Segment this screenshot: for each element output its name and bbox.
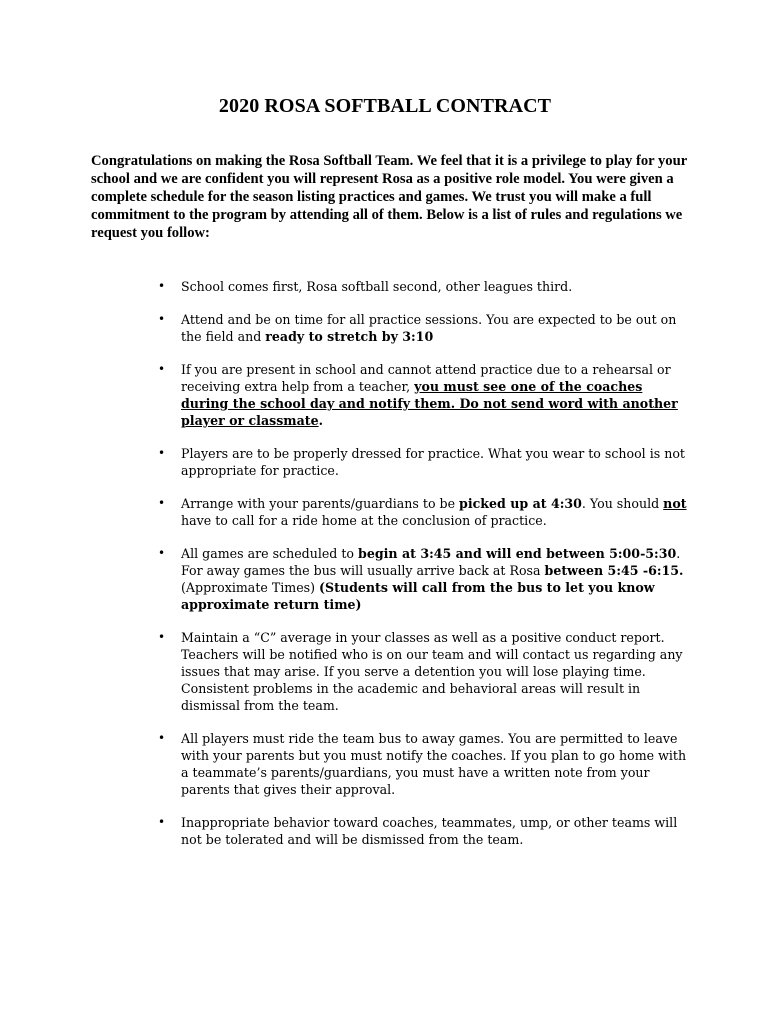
intro-paragraph: Congratulations on making the Rosa Softball Team. We feel that it is a privilege to play for your school and we are confident you will represent Rosa as a positive role model. You were given a complete schedule for the season listing practices and games. We trust you will make a full commitment to the program by attending all of them. Below is a list of rules and regulations we request you follow: (91, 153, 687, 241)
bullet-icon: • (158, 446, 166, 460)
document-title: 2020 ROSA SOFTBALL CONTRACT (218, 95, 552, 117)
bullet-icon: • (158, 731, 166, 745)
rule-item: • All players must ride the team bus to away games. You are permitted to leave with your parents but you must notify the coaches. If you plan to go home with a teammate’s parents/guardians, you must have a written note from your parents that gives their approval. (158, 731, 687, 797)
bullet-icon: • (158, 630, 166, 644)
bullet-icon: • (158, 546, 166, 560)
rule-item: • Inappropriate behavior toward coaches, teammates, ump, or other teams will not be tolerated and will be dismissed from the team. (158, 815, 678, 847)
rule-item: • If you are present in school and cannot attend practice due to a rehearsal or receiving extra help from a teacher, you must see one of the coaches during the school day and notify them. Do not send word with another player or classmate. (158, 362, 678, 428)
bullet-icon: • (158, 312, 166, 326)
rule-item: • Maintain a “C” average in your classes as well as a positive conduct report. Teachers will be notified who is on our team and will contact us regarding any issues that may arise. If you serve a detention you will lose playing time. Consistent problems in the academic and behavioral areas will result in dismissal from the team. (158, 630, 683, 713)
rule-item: • Players are to be properly dressed for practice. What you wear to school is not appropriate for practice. (158, 446, 685, 478)
rule-item: • School comes first, Rosa softball second, other leagues third. (158, 279, 573, 294)
bullet-icon: • (158, 279, 166, 293)
bullet-icon: • (158, 496, 166, 510)
rule-item: • Attend and be on time for all practice sessions. You are expected to be out on the field and ready to stretch by 3:10 (158, 312, 677, 344)
bullet-icon: • (158, 815, 166, 829)
rule-item: • Arrange with your parents/guardians to be picked up at 4:30. You should not have to call for a ride home at the conclusion of practice. (158, 496, 687, 528)
rule-item: • All games are scheduled to begin at 3:45 and will end between 5:00-5:30. For away games the bus will usually arrive back at Rosa between 5:45 -6:15. (Approximate Times) (Students will call from the bus to let you know approximate return time) (158, 546, 684, 612)
rules-list (150, 278, 690, 864)
bullet-icon: • (158, 362, 166, 376)
